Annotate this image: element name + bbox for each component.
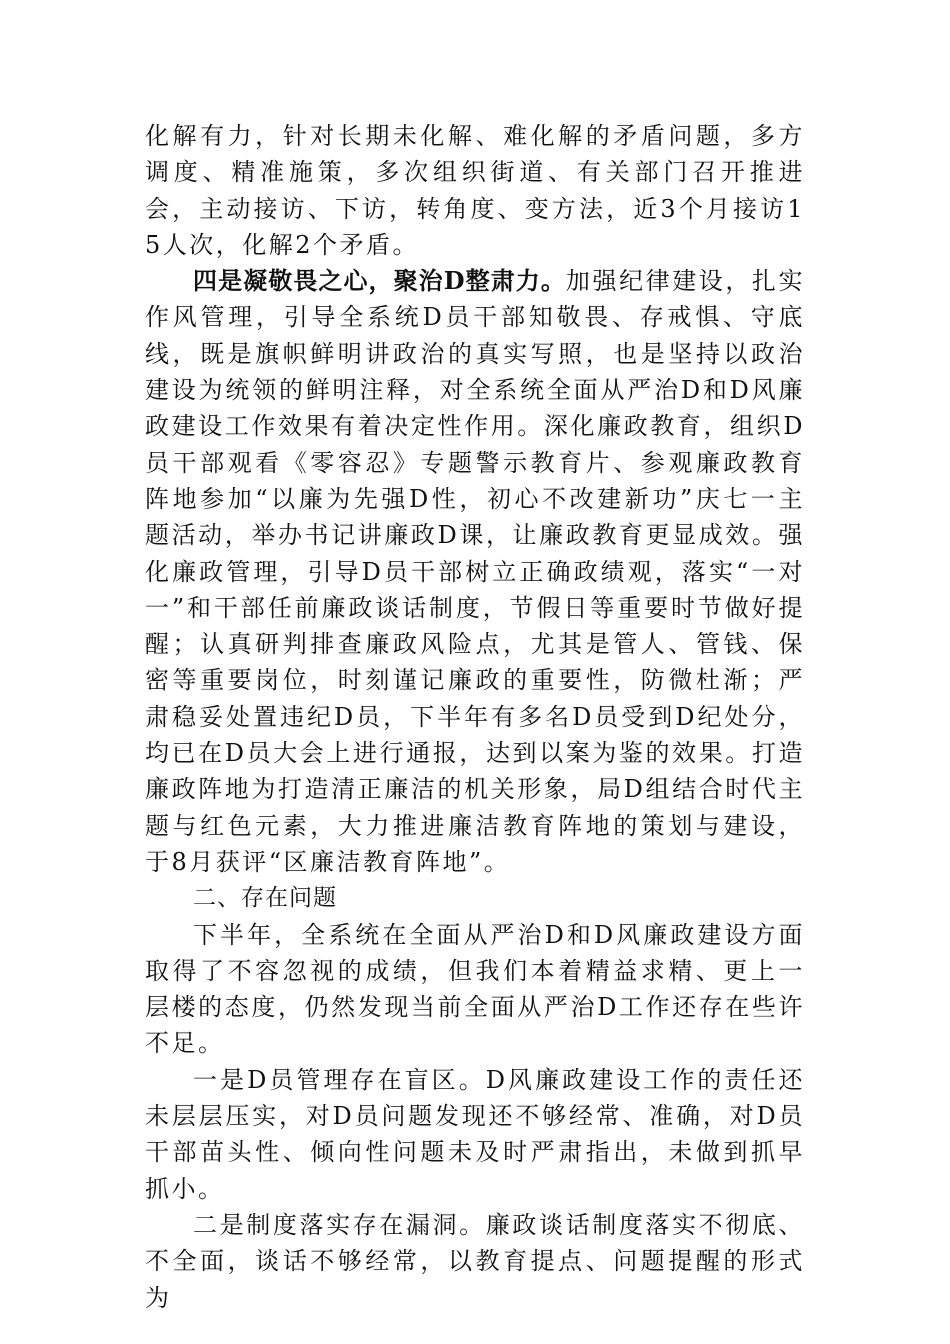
paragraph-5: 二是制度落实存在漏洞。廉政谈话制度落实不彻底、不全面，谈话不够经常，以教育提点、问题提醒的形式为: [145, 1210, 805, 1312]
paragraph-3: 下半年，全系统在全面从严治D和D风廉政建设方面取得了不容忽视的成绩，但我们本着精益求精、更上一层楼的态度，仍然发现当前全面从严治D工作还存在些许不足。: [145, 920, 805, 1058]
paragraph-4: 一是D员管理存在盲区。D风廉政建设工作的责任还未层层压实，对D员问题发现还不够经常、准确，对D员干部苗头性、倾向性问题未及时严肃指出，未做到抓早抓小。: [145, 1065, 805, 1203]
paragraph-2-lead: 四是凝敬畏之心，聚治D整肃力。: [193, 266, 566, 296]
paragraph-2-body: 加强纪律建设，扎实作风管理，引导全系统D员干部知敬畏、存戒惧、守底线，既是旗帜鲜明讲政治的真实写照，也是坚持以政治建设为统领的鲜明注释，对全系统全面从严治D和D风廉政建设工作效果有着决定性作用。深化廉政教育，组织D员干部观看《零容忍》专题警示教育片、参观廉政教育阵地参加“以廉为先强D性，初心不改建新功”庆七一主题活动，举办书记讲廉政D课，让廉政教育更显成效。强化廉政管理，引导D员干部树立正确政绩观，落实“一对一”和干部任前廉政谈话制度，节假日等重要时节做好提醒；认真研判排查廉政风险点，尤其是管人、管钱、保密等重要岗位，时刻谨记廉政的重要性，防微杜渐；严肃稳妥处置违纪D员，下半年有多名D员受到D纪处分，均已在D员大会上进行通报，达到以案为鉴的效果。打造廉政阵地为打造清正廉洁的机关形象，局D组结合时代主题与红色元素，大力推进廉洁教育阵地的策划与建设，于8月获评“区廉洁教育阵地”。: [145, 267, 806, 876]
paragraph-2: [145, 263, 805, 880]
document-page: [145, 118, 805, 1316]
section-heading: 二、存在问题: [193, 885, 337, 912]
paragraph-1: 化解有力，针对长期未化解、难化解的矛盾问题，多方调度、精准施策，多次组织街道、有关部门召开推进会，主动接访、下访，转角度、变方法，近3个月接访15人次，化解2个矛盾。: [145, 122, 805, 259]
